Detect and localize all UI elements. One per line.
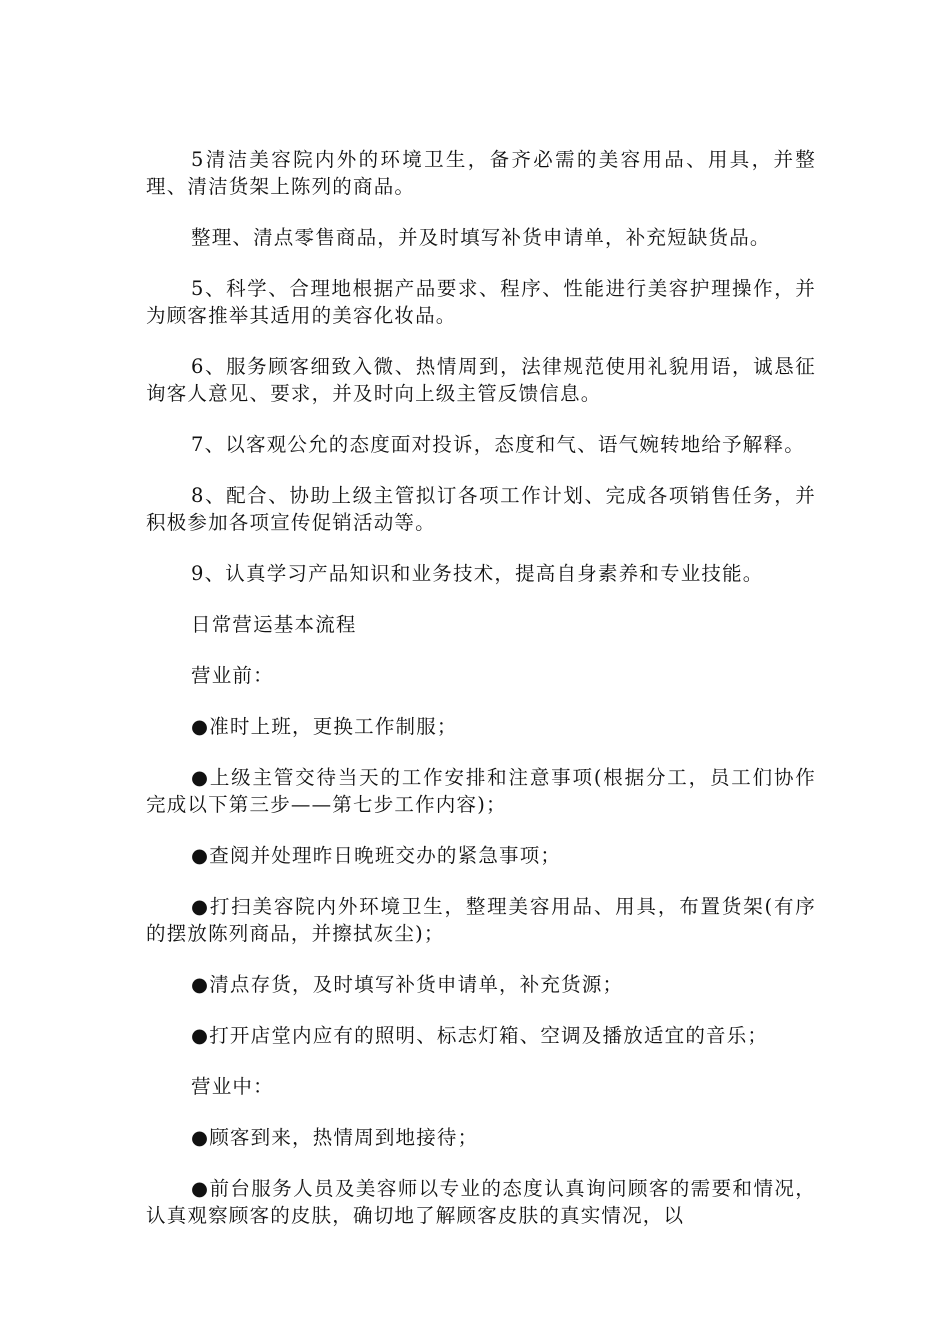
bullet-item: ●打开店堂内应有的照明、标志灯箱、空调及播放适宜的音乐；	[191, 1024, 769, 1047]
bullet-item: ●准时上班，更换工作制服；	[191, 715, 458, 738]
subheading-during-business: 营业中：	[191, 1075, 274, 1098]
section-heading-daily-flow: 日常营运基本流程	[191, 613, 357, 636]
bullet-item: ●顾客到来，热情周到地接待；	[191, 1126, 479, 1149]
bullet-item: ●查阅并处理昨日晚班交办的紧急事项；	[191, 844, 562, 867]
paragraph-item-9: 9、认真学习产品知识和业务技术，提高自身素养和专业技能。	[191, 562, 764, 585]
document-body	[146, 146, 816, 1253]
bullet-item: ●前台服务人员及美容师以专业的态度认真询问顾客的需要和情况，认真观察顾客的皮肤，确切地了解顾客皮肤的真实情况，以	[146, 1177, 816, 1227]
paragraph-item-8: 8、配合、协助上级主管拟订各项工作计划、完成各项销售任务，并积极参加各项宣传促销活动等。	[146, 484, 816, 534]
bullet-item: ●清点存货，及时填写补货申请单，补充货源；	[191, 973, 624, 996]
paragraph-item-7: 7、以客观公允的态度面对投诉，态度和气、语气婉转地给予解释。	[191, 433, 805, 456]
paragraph-inventory: 整理、清点零售商品，并及时填写补货申请单，补充短缺货品。	[191, 226, 771, 249]
subheading-before-business: 营业前：	[191, 664, 274, 687]
bullet-item: ●上级主管交待当天的工作安排和注意事项(根据分工，员工们协作完成以下第三步——第七步工作内容)；	[146, 766, 816, 816]
bullet-item: ●打扫美容院内外环境卫生，整理美容用品、用具，布置货架(有序的摆放陈列商品，并擦拭灰尘)；	[146, 895, 816, 945]
paragraph-item-5: 5、科学、合理地根据产品要求、程序、性能进行美容护理操作，并为顾客推举其适用的美容化妆品。	[146, 277, 816, 327]
paragraph-cleaning: 5清洁美容院内外的环境卫生，备齐必需的美容用品、用具，并整理、清洁货架上陈列的商品。	[146, 148, 816, 198]
paragraph-item-6: 6、服务顾客细致入微、热情周到，法律规范使用礼貌用语，诚恳征询客人意见、要求，并及时向上级主管反馈信息。	[146, 355, 816, 405]
